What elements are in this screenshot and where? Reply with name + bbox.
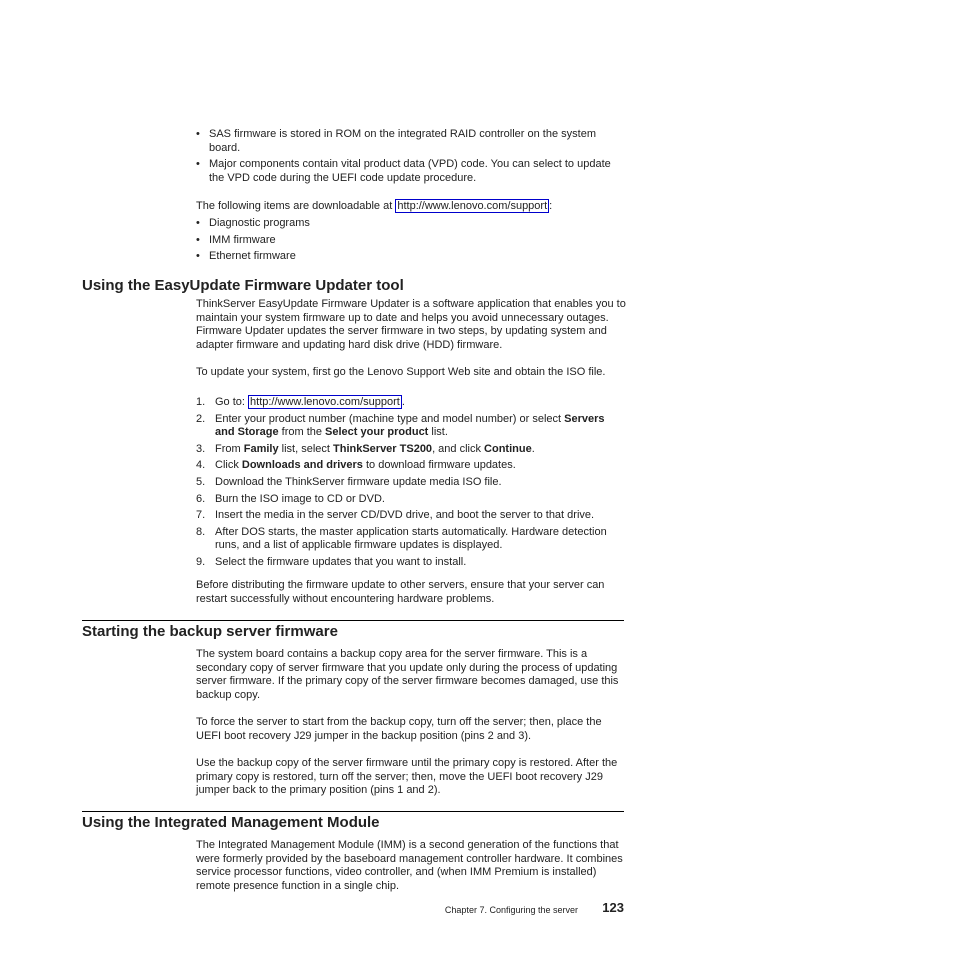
- paragraph: To force the server to start from the backup copy, turn off the server; then, place the UEFI boot recovery J29 jumper in the backup position (pins 2 and 3).: [196, 716, 602, 742]
- intro-bullet-list: [196, 128, 626, 185]
- download-intro: The following items are downloadable at http://www.lenovo.com/support :: [196, 200, 553, 212]
- list-item: 1. Go to: http://www.lenovo.com/support .: [196, 396, 405, 408]
- list-item: 7. Insert the media in the server CD/DVD drive, and boot the server to that drive.: [196, 509, 595, 522]
- list-item: • Ethernet firmware: [196, 250, 296, 263]
- section-heading-imm: Using the Integrated Management Module: [82, 814, 380, 831]
- paragraph: Use the backup copy of the server firmware until the primary copy is restored. After the primary copy is restored, turn off the server; then, move the UEFI boot recovery J29 jumper back to the primary position (pins 1 and 2).: [196, 757, 618, 797]
- support-link[interactable]: http://www.lenovo.com/support: [250, 396, 400, 408]
- bullet-icon: •: [196, 158, 200, 171]
- bullet-icon: •: [196, 128, 200, 140]
- bullet-icon: •: [196, 250, 200, 263]
- paragraph: The Integrated Management Module (IMM) is a second generation of the functions that were formerly provided by the baseboard management controller hardware. It combines service processor functions, video controller, and (when IMM Premium is installed) remote presence function in a single chip.: [196, 839, 623, 892]
- section-heading-easyupdate: Using the EasyUpdate Firmware Updater tool: [82, 277, 404, 294]
- page-footer: [444, 900, 626, 918]
- list-item: 3. From Family list, select ThinkServer TS200, and click Continue.: [196, 442, 535, 455]
- list-item: 4. Click Downloads and drivers to download firmware updates.: [196, 459, 516, 472]
- section-divider: [82, 811, 624, 812]
- list-item: • Major components contain vital product data (VPD) code. You can select to update the VPD code during the UEFI code update procedure.: [196, 158, 611, 184]
- section-divider: [82, 620, 624, 621]
- list-item: 5. Download the ThinkServer firmware update media ISO file.: [196, 475, 502, 488]
- update-steps-list: [196, 396, 626, 570]
- list-item: 8. After DOS starts, the master application starts automatically. Hardware detection runs, and a list of applicable firmware updates is displayed.: [196, 525, 607, 552]
- paragraph: The system board contains a backup copy area for the server firmware. This is a secondary copy of server firmware that you update only during the process of updating server firmware. If the primary copy of the server firmware becomes damaged, use this backup copy.: [196, 648, 619, 701]
- page-number: 123: [602, 900, 624, 915]
- list-item: 2. Enter your product number (machine type and model number) or select Servers and Storage from the Select your product list.: [196, 412, 605, 439]
- list-item: • SAS firmware is stored in ROM on the integrated RAID controller on the system board.: [196, 128, 596, 154]
- chapter-title: Chapter 7. Configuring the server: [444, 905, 578, 915]
- list-item: • Diagnostic programs: [196, 217, 310, 229]
- bullet-icon: •: [196, 217, 200, 229]
- paragraph: Before distributing the firmware update to other servers, ensure that your server can restart successfully without encountering hardware problems.: [196, 579, 605, 605]
- paragraph: ThinkServer EasyUpdate Firmware Updater is a software application that enables you to maintain your system firmware up to date and helps you avoid unnecessary outages. Firmware Updater updates the server firmware in two steps, by updating system and adapter firmware and updating hard disk drive (HDD) firmware.: [196, 298, 626, 351]
- section-heading-backup-firmware: Starting the backup server firmware: [82, 623, 338, 640]
- list-item: 9. Select the firmware updates that you want to install.: [196, 555, 467, 568]
- bullet-icon: •: [196, 233, 200, 246]
- list-item: • IMM firmware: [196, 233, 276, 246]
- list-item: 6. Burn the ISO image to CD or DVD.: [196, 492, 385, 505]
- support-link[interactable]: http://www.lenovo.com/support: [397, 200, 548, 212]
- paragraph: To update your system, first go the Lenovo Support Web site and obtain the ISO file.: [196, 366, 606, 378]
- download-list: [196, 217, 626, 264]
